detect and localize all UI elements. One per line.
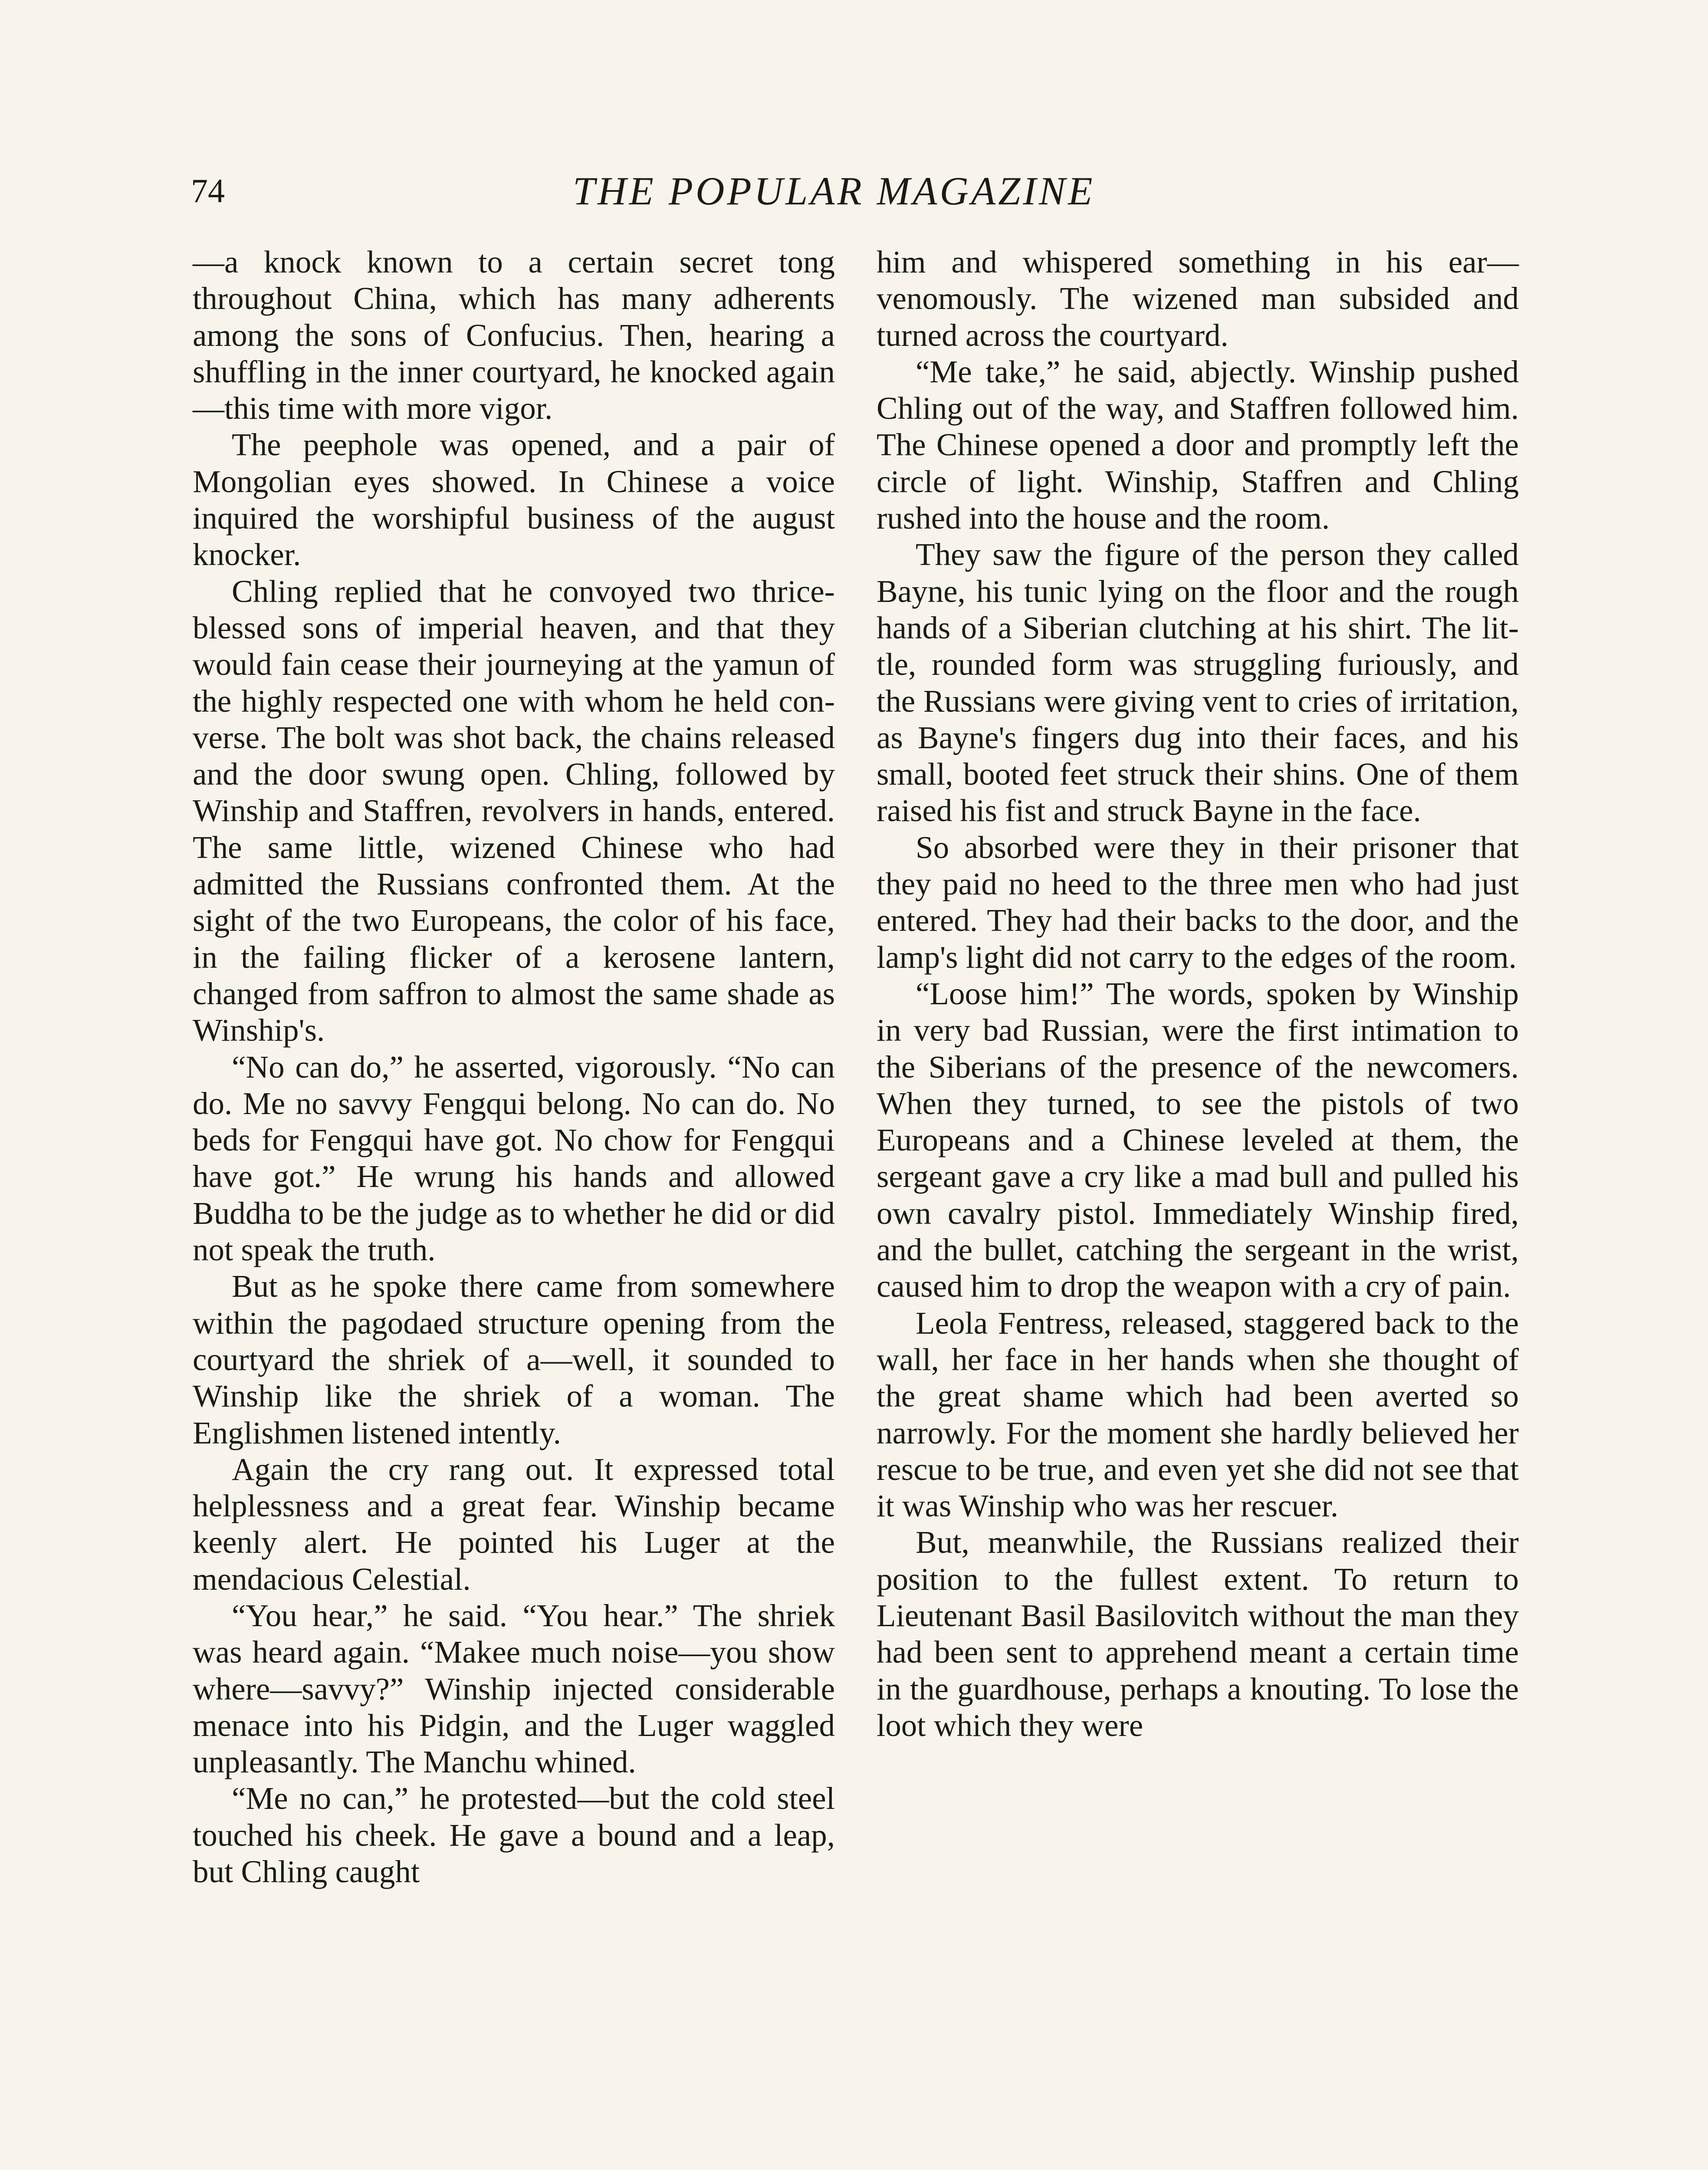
running-head [191,167,1519,219]
paragraph: So absorbed were they in their prisoner that they paid no heed to the three men who had just entered. They had their backs to the door, and the lamp's light did not carry to the edges of the room. [877,829,1519,975]
left-column [193,244,835,1890]
paragraph: But as he spoke there came from somewhere within the pagodaed structure opening from the courtyard the shriek of a—well, it sounded to Winship like the shriek of a woman. The Englishmen listened intently. [193,1269,835,1450]
paragraph: —a knock known to a certain secret tong throughout China, which has many adherents among the sons of Confucius. Then, hearing a shuffling in the inner courtyard, he knocked again—this time with more vigor. [193,244,835,426]
paragraph: “No can do,” he asserted, vigorously. “No can do. Me no savvy Fengqui belong. No can do. No beds for Fengqui have got. No chow for Fengqui have got.” He wrung his hands and allowed Buddha to be the judge as to whether he did or did not speak the truth. [193,1049,835,1268]
right-column [877,244,1519,1744]
paragraph: Again the cry rang out. It expressed total helplessness and a great fear. Winship became keenly alert. He pointed his Luger at the mendacious Celestial. [193,1451,835,1597]
paragraph: The peephole was opened, and a pair of Mongolian eyes showed. In Chinese a voice inquired the worshipful business of the august knocker. [193,427,835,572]
page-number: 74 [191,172,225,210]
paragraph: “Me no can,” he protested—but the cold steel touched his cheek. He gave a bound and a leap, but Chling caught [193,1781,835,1890]
paragraph: “Me take,” he said, abjectly. Winship pushed Chling out of the way, and Staffren followed him. The Chinese opened a door and promptly left the circle of light. Winship, Staffren and Chling rushed into the house and the room. [877,354,1519,536]
paragraph: “Loose him!” The words, spoken by Winship in very bad Russian, were the first intimation to the Siberians of the presence of the newcomers. When they turned, to see the pistols of two Europeans and a Chinese leveled at them, the sergeant gave a cry like a mad bull and pulled his own cavalry pistol. Immediately Winship fired, and the bullet, catching the sergeant in the wrist, caused him to drop the weapon with a cry of pain. [877,976,1519,1304]
magazine-title: THE POPULAR MAGAZINE [573,169,1095,213]
paragraph: Chling replied that he convoyed two thrice-blessed sons of imperial heaven, and that they would fain cease their journeying at the yamun of the highly respected one with whom he held converse. The bolt was shot back, the chains released and the door swung open. Chling, followed by Winship and Staffren, revolvers in hands, entered. The same little, wizened Chinese who had admitted the Russians confronted them. At the sight of the two Europeans, the color of his face, in the failing flicker of a kerosene lantern, changed from saffron to almost the same shade as Winship's. [193,573,835,1048]
paragraph: him and whispered something in his ear—venomously. The wizened man subsided and turned across the courtyard. [877,244,1519,353]
paragraph: But, meanwhile, the Russians realized their position to the fullest extent. To return to Lieutenant Basil Basilovitch without the man they had been sent to apprehend meant a certain time in the guardhouse, perhaps a knouting. To lose the loot which they were [877,1525,1519,1743]
paragraph: “You hear,” he said. “You hear.” The shriek was heard again. “Makee much noise—you show where—savvy?” Winship injected considerable menace into his Pidgin, and the Luger waggled unpleasantly. The Manchu whined. [193,1598,835,1780]
paragraph: They saw the figure of the person they called Bayne, his tunic lying on the floor and the rough hands of a Siberian clutching at his shirt. The little, rounded form was struggling furiously, and the Russians were giving vent to cries of irritation, as Bayne's fingers dug into their faces, and his small, booted feet struck their shins. One of them raised his fist and struck Bayne in the face. [877,537,1519,829]
paragraph: Leola Fentress, released, staggered back to the wall, her face in her hands when she thought of the great shame which had been averted so narrowly. For the moment she hardly believed her rescue to be true, and even yet she did not see that it was Winship who was her rescuer. [877,1305,1519,1524]
